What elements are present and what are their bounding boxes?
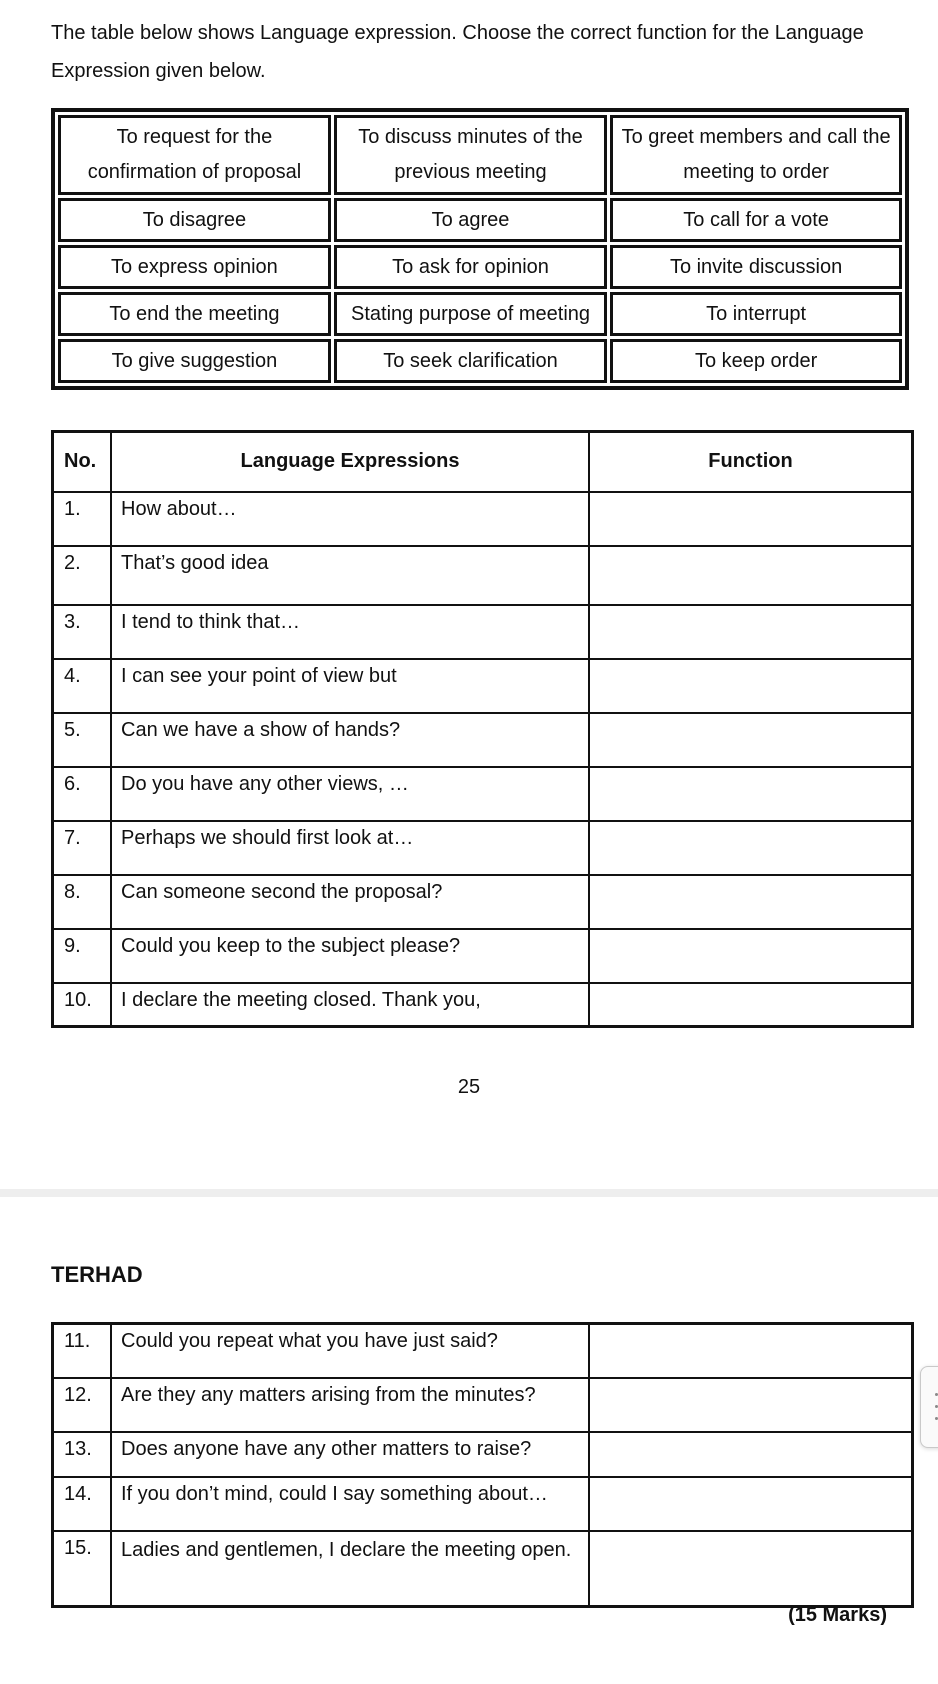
- table-row: [53, 983, 913, 1027]
- row-function-answer[interactable]: [589, 1531, 913, 1607]
- row-function-answer[interactable]: [589, 1432, 913, 1477]
- row-function-answer[interactable]: [589, 983, 913, 1027]
- table-row: [53, 821, 913, 875]
- row-expression: If you don’t mind, could I say something about…: [111, 1477, 589, 1531]
- row-function-answer[interactable]: [589, 1477, 913, 1531]
- row-expression: Does anyone have any other matters to raise?: [111, 1432, 589, 1477]
- section-heading: TERHAD: [51, 1262, 143, 1287]
- row-function-answer[interactable]: [589, 605, 913, 659]
- row-number: 6.: [53, 767, 112, 821]
- table-row: [53, 1324, 913, 1378]
- table-row: [53, 929, 913, 983]
- function-options-row: [58, 115, 902, 195]
- function-options-row: [58, 339, 902, 383]
- function-option: To invite discussion: [610, 245, 902, 289]
- function-option: Stating purpose of meeting: [334, 292, 607, 336]
- row-function-answer[interactable]: [589, 929, 913, 983]
- row-expression: Could you keep to the subject please?: [111, 929, 589, 983]
- row-number: 10.: [53, 983, 112, 1027]
- row-expression: I declare the meeting closed. Thank you,: [111, 983, 589, 1027]
- row-function-answer[interactable]: [589, 1324, 913, 1378]
- table-row: [53, 546, 913, 605]
- row-expression: Could you repeat what you have just said?: [111, 1324, 589, 1378]
- table-row: [53, 492, 913, 546]
- function-option: To greet members and call the meeting to order: [610, 115, 902, 195]
- function-options-row: [58, 292, 902, 336]
- function-options-table: [51, 108, 909, 390]
- function-option: To ask for opinion: [334, 245, 607, 289]
- row-expression: Can we have a show of hands?: [111, 713, 589, 767]
- row-number: 7.: [53, 821, 112, 875]
- column-header-expressions: Language Expressions: [111, 432, 589, 492]
- function-option: To call for a vote: [610, 198, 902, 242]
- row-number: 13.: [53, 1432, 112, 1477]
- row-expression: Perhaps we should first look at…: [111, 821, 589, 875]
- row-number: 14.: [53, 1477, 112, 1531]
- table-row: [53, 1378, 913, 1432]
- function-option: To request for the confirmation of proposal: [58, 115, 331, 195]
- function-option: To discuss minutes of the previous meeting: [334, 115, 607, 195]
- row-expression: Ladies and gentlemen, I declare the meeting open.: [111, 1531, 589, 1607]
- row-function-answer[interactable]: [589, 821, 913, 875]
- table-row: [53, 875, 913, 929]
- table-row: [53, 713, 913, 767]
- function-option: To express opinion: [58, 245, 331, 289]
- row-number: 3.: [53, 605, 112, 659]
- table-row: [53, 605, 913, 659]
- row-function-answer[interactable]: [589, 713, 913, 767]
- total-marks: (15 Marks): [788, 1604, 887, 1626]
- page-number: 25: [457, 1076, 481, 1098]
- row-expression: That’s good idea: [111, 546, 589, 605]
- row-expression: Are they any matters arising from the minutes?: [111, 1378, 589, 1432]
- row-number: 1.: [53, 492, 112, 546]
- function-options-row: [58, 198, 902, 242]
- row-number: 8.: [53, 875, 112, 929]
- row-function-answer[interactable]: [589, 546, 913, 605]
- function-option: To agree: [334, 198, 607, 242]
- row-function-answer[interactable]: [589, 659, 913, 713]
- function-option: To keep order: [610, 339, 902, 383]
- table-row: [53, 1531, 913, 1607]
- row-number: 15.: [53, 1531, 112, 1607]
- expressions-table: [51, 430, 914, 1028]
- row-expression: Do you have any other views, …: [111, 767, 589, 821]
- function-options-row: [58, 245, 902, 289]
- row-function-answer[interactable]: [589, 875, 913, 929]
- function-option: To seek clarification: [334, 339, 607, 383]
- row-expression: I tend to think that…: [111, 605, 589, 659]
- table-header-row: [53, 432, 913, 492]
- table-row: [53, 1432, 913, 1477]
- row-number: 5.: [53, 713, 112, 767]
- expressions-table-continued: [51, 1322, 914, 1608]
- function-option: To interrupt: [610, 292, 902, 336]
- row-number: 2.: [53, 546, 112, 605]
- row-number: 11.: [53, 1324, 112, 1378]
- row-number: 4.: [53, 659, 112, 713]
- row-function-answer[interactable]: [589, 1378, 913, 1432]
- row-expression: How about…: [111, 492, 589, 546]
- function-option: To give suggestion: [58, 339, 331, 383]
- row-number: 12.: [53, 1378, 112, 1432]
- page-divider: [0, 1189, 938, 1197]
- table-row: [53, 767, 913, 821]
- row-function-answer[interactable]: [589, 767, 913, 821]
- row-expression: Can someone second the proposal?: [111, 875, 589, 929]
- row-number: 9.: [53, 929, 112, 983]
- function-option: To end the meeting: [58, 292, 331, 336]
- table-row: [53, 1477, 913, 1531]
- side-scroll-handle[interactable]: [920, 1366, 938, 1448]
- column-header-no: No.: [53, 432, 112, 492]
- table-row: [53, 659, 913, 713]
- column-header-function: Function: [589, 432, 913, 492]
- row-function-answer[interactable]: [589, 492, 913, 546]
- row-expression: I can see your point of view but: [111, 659, 589, 713]
- instructions-text: The table below shows Language expression. Choose the correct function for the Language Expression given below.: [51, 22, 864, 82]
- function-option: To disagree: [58, 198, 331, 242]
